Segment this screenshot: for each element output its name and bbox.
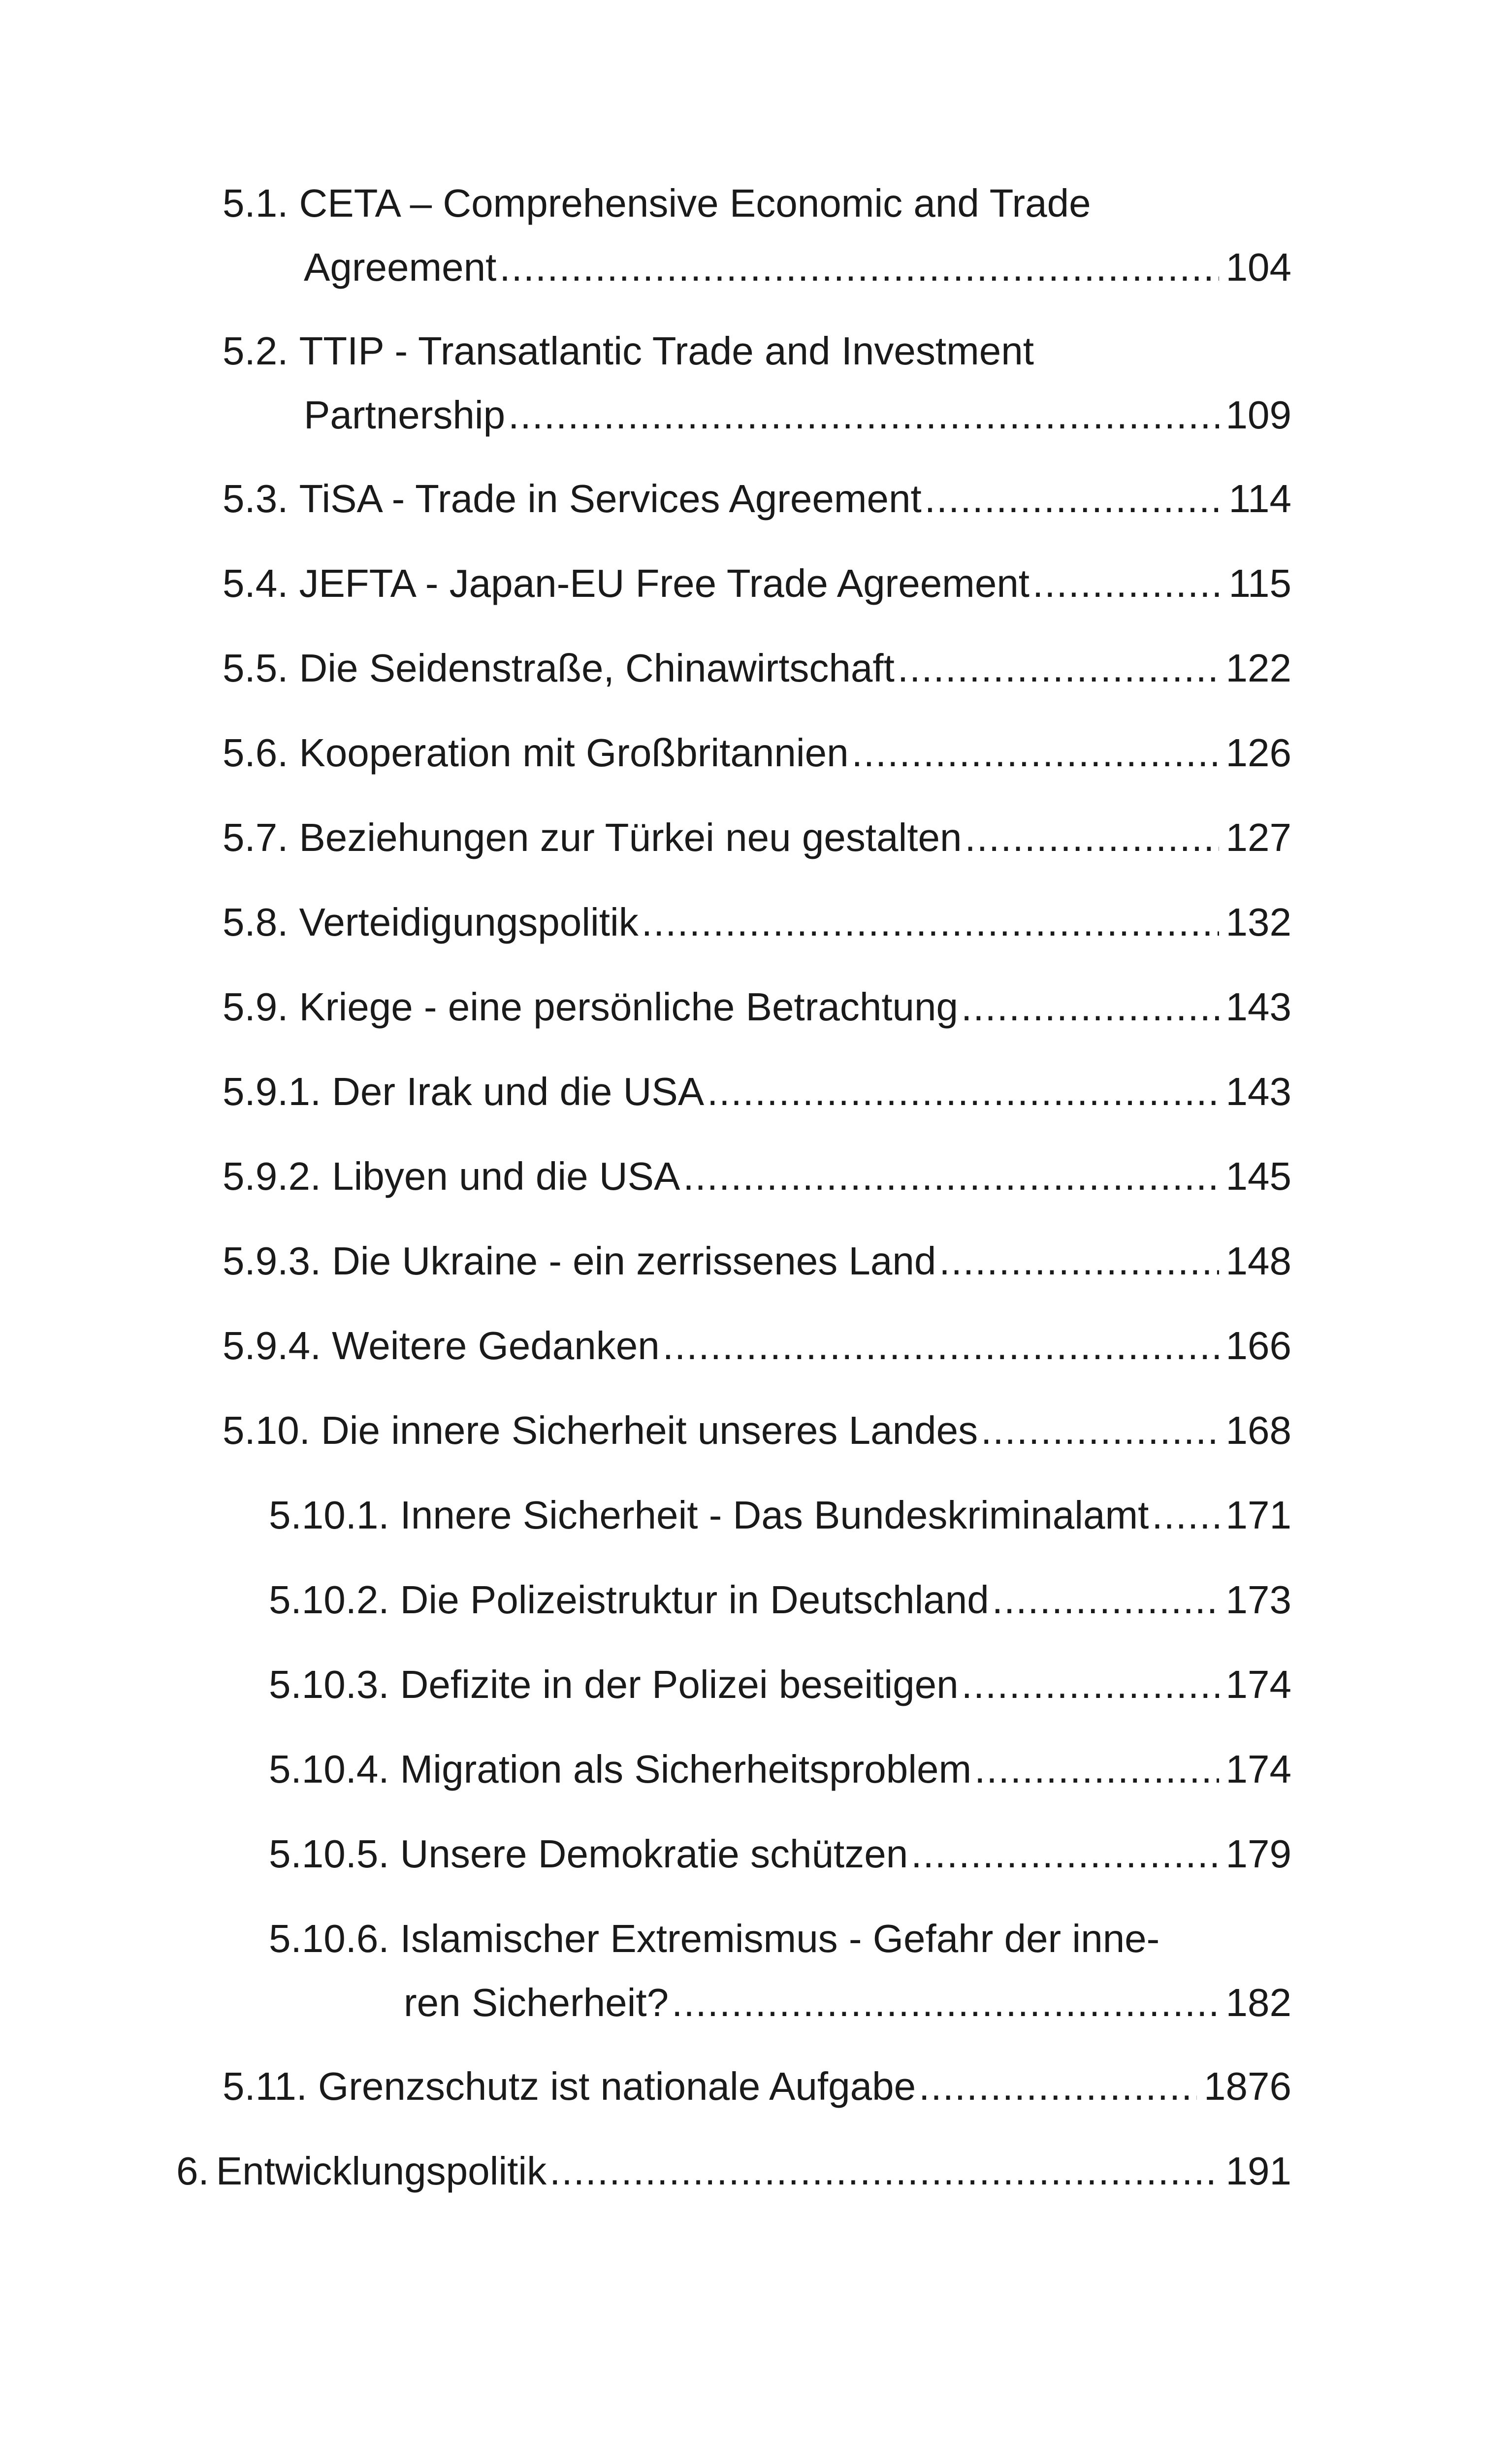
toc-entry[interactable] <box>223 1229 1291 1293</box>
dot-leader <box>919 2054 1197 2118</box>
toc-entry[interactable] <box>223 319 1291 447</box>
entry-page-number: 173 <box>1225 1578 1291 1622</box>
entry-page-number: 127 <box>1225 815 1291 859</box>
dot-leader <box>898 636 1219 700</box>
entry-title-continuation: Agreement <box>304 245 497 289</box>
dot-leader <box>683 1144 1219 1208</box>
toc-entry[interactable] <box>269 1737 1291 1801</box>
entry-page-number: 182 <box>1225 1981 1291 2024</box>
dot-leader <box>992 1568 1219 1632</box>
toc-entry[interactable] <box>269 1568 1291 1632</box>
toc-entry[interactable] <box>223 636 1291 700</box>
entry-title: Entwicklungspolitik <box>216 2149 547 2193</box>
entry-number: 5.8. <box>223 900 289 944</box>
entry-number: 5.10.1. <box>269 1493 389 1537</box>
toc-entry[interactable] <box>223 1399 1291 1463</box>
entry-page-number: 145 <box>1225 1154 1291 1198</box>
dot-leader <box>549 2139 1219 2203</box>
entry-number: 5.9.3. <box>223 1239 322 1283</box>
entry-number: 5.3. <box>223 477 289 521</box>
entry-page-number: 171 <box>1225 1493 1291 1537</box>
toc-entry[interactable] <box>223 806 1291 870</box>
entry-title: Die Polizeistruktur in Deutschland <box>400 1578 989 1622</box>
toc-entry[interactable] <box>223 1060 1291 1124</box>
toc-entry[interactable] <box>223 1314 1291 1378</box>
dot-leader <box>974 1737 1219 1801</box>
toc-entry[interactable] <box>223 171 1291 299</box>
entry-title: CETA – Comprehensive Economic and Trade <box>299 181 1091 225</box>
entry-page-number: 174 <box>1225 1662 1291 1706</box>
dot-leader <box>672 1971 1219 2035</box>
toc-entry[interactable] <box>223 2054 1291 2118</box>
entry-title: Weitere Gedanken <box>332 1324 660 1368</box>
toc-entry[interactable] <box>223 467 1291 531</box>
entry-title: Innere Sicherheit - Das Bundeskriminalamt <box>400 1493 1149 1537</box>
entry-page-number: 109 <box>1225 393 1291 437</box>
entry-number: 5.1. <box>223 181 289 225</box>
entry-number: 5.10.4. <box>269 1747 389 1791</box>
entry-page-number: 166 <box>1225 1324 1291 1368</box>
toc-entry[interactable] <box>223 552 1291 616</box>
entry-page-number: 191 <box>1225 2149 1291 2193</box>
entry-number: 5.9.4. <box>223 1324 322 1368</box>
entry-page-number: 126 <box>1225 731 1291 775</box>
dot-leader <box>981 1399 1219 1463</box>
entry-number: 6. <box>176 2149 209 2193</box>
entry-title: Grenzschutz ist nationale Aufgabe <box>318 2064 916 2108</box>
entry-title: JEFTA - Japan-EU Free Trade Agreement <box>299 561 1030 605</box>
entry-page-number: 148 <box>1225 1239 1291 1283</box>
toc-entry[interactable] <box>269 1653 1291 1717</box>
entry-title: Islamischer Extremismus - Gefahr der inne- <box>400 1917 1160 1960</box>
entry-title: TTIP - Transatlantic Trade and Investment <box>299 329 1034 373</box>
entry-number: 5.10.5. <box>269 1832 389 1876</box>
entry-number: 5.11. <box>223 2064 307 2108</box>
entry-title: Kriege - eine persönliche Betrachtung <box>299 985 959 1029</box>
entry-title: Der Irak und die USA <box>332 1070 705 1113</box>
entry-page-number: 143 <box>1225 1070 1291 1113</box>
toc-entry[interactable] <box>223 975 1291 1039</box>
entry-title-continuation: ren Sicherheit? <box>404 1981 669 2024</box>
entry-title: Beziehungen zur Türkei neu gestalten <box>299 815 962 859</box>
entry-page-number: 114 <box>1228 477 1291 521</box>
dot-leader <box>1152 1483 1219 1547</box>
entry-number: 5.9.2. <box>223 1154 322 1198</box>
entry-number: 5.2. <box>223 329 289 373</box>
dot-leader <box>663 1314 1219 1378</box>
dot-leader <box>852 721 1219 785</box>
entry-page-number: 115 <box>1228 561 1291 605</box>
toc-entry[interactable] <box>176 2139 1291 2203</box>
entry-number: 5.4. <box>223 561 289 605</box>
dot-leader <box>508 383 1219 447</box>
entry-number: 5.10. <box>223 1408 310 1452</box>
entry-number: 5.9. <box>223 985 289 1029</box>
entry-page-number: 122 <box>1225 646 1291 690</box>
dot-leader <box>1032 552 1222 616</box>
dot-leader <box>642 890 1219 954</box>
entry-page-number: 143 <box>1225 985 1291 1029</box>
entry-number: 5.10.2. <box>269 1578 389 1622</box>
dot-leader <box>939 1229 1219 1293</box>
toc-entry[interactable] <box>223 890 1291 954</box>
dot-leader <box>707 1060 1219 1124</box>
entry-page-number: 1876 <box>1204 2064 1291 2108</box>
toc-entry[interactable] <box>223 721 1291 785</box>
dot-leader <box>911 1822 1219 1886</box>
toc-entry[interactable] <box>269 1907 1291 2035</box>
entry-number: 5.10.6. <box>269 1917 389 1960</box>
entry-title: Unsere Demokratie schützen <box>400 1832 908 1876</box>
entry-number: 5.9.1. <box>223 1070 322 1113</box>
toc-entry[interactable] <box>269 1822 1291 1886</box>
entry-page-number: 174 <box>1225 1747 1291 1791</box>
dot-leader <box>499 235 1219 299</box>
entry-title: Kooperation mit Großbritannien <box>299 731 849 775</box>
entry-title-continuation: Partnership <box>304 393 506 437</box>
dot-leader <box>962 1653 1219 1717</box>
entry-number: 5.5. <box>223 646 289 690</box>
entry-title: Defizite in der Polizei beseitigen <box>400 1662 959 1706</box>
entry-page-number: 104 <box>1225 245 1291 289</box>
entry-page-number: 168 <box>1225 1408 1291 1452</box>
entry-title: TiSA - Trade in Services Agreement <box>299 477 922 521</box>
toc-entry[interactable] <box>269 1483 1291 1547</box>
entry-number: 5.10.3. <box>269 1662 389 1706</box>
entry-number: 5.6. <box>223 731 289 775</box>
entry-title: Die innere Sicherheit unseres Landes <box>321 1408 978 1452</box>
toc-entry[interactable] <box>223 1144 1291 1208</box>
entry-title: Die Seidenstraße, Chinawirtschaft <box>299 646 895 690</box>
entry-page-number: 179 <box>1225 1832 1291 1876</box>
entry-title: Verteidigungspolitik <box>299 900 639 944</box>
entry-title: Die Ukraine - ein zerrissenes Land <box>332 1239 936 1283</box>
entry-number: 5.7. <box>223 815 289 859</box>
dot-leader <box>961 975 1219 1039</box>
entry-page-number: 132 <box>1225 900 1291 944</box>
entry-title: Migration als Sicherheitsproblem <box>400 1747 972 1791</box>
entry-title: Libyen und die USA <box>332 1154 680 1198</box>
dot-leader <box>965 806 1219 870</box>
dot-leader <box>925 467 1222 531</box>
